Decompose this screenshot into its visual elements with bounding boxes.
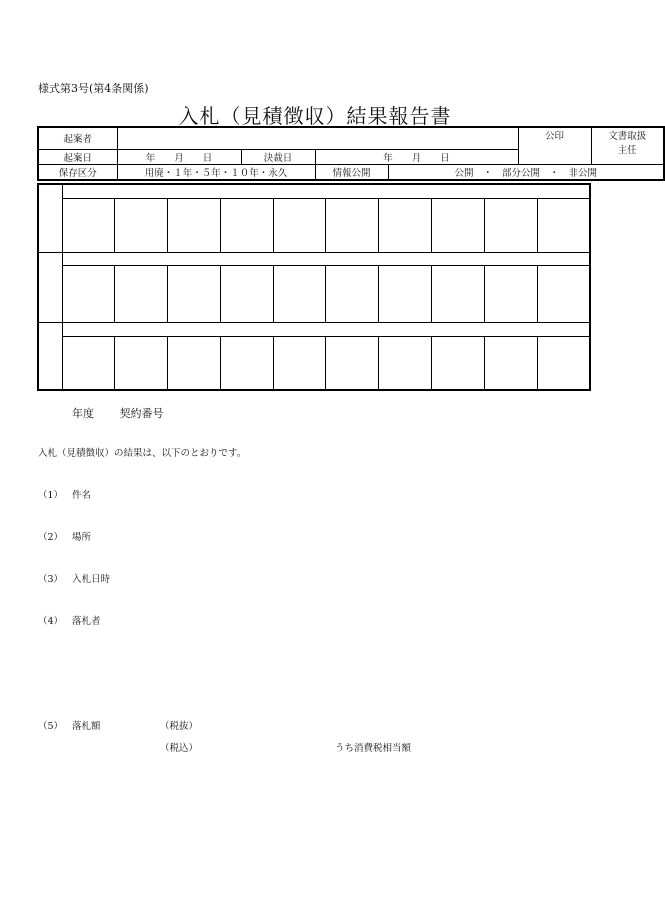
- approval-header-table: [37, 126, 665, 181]
- stamp-cell[interactable]: [168, 198, 221, 252]
- stamp-cell[interactable]: [484, 336, 537, 390]
- retention-options[interactable]: 用廃・１年・５年・１０年・永久: [117, 164, 315, 180]
- grid-row-label-1: [38, 184, 62, 252]
- stamp-cell[interactable]: [432, 198, 485, 252]
- stamp-cell[interactable]: [537, 198, 590, 252]
- stamp-cell[interactable]: [379, 198, 432, 252]
- draft-date-label: 起案日: [38, 149, 117, 164]
- item-number: （4）: [38, 616, 64, 627]
- stamp-cell[interactable]: [432, 265, 485, 322]
- stamp-cell[interactable]: [115, 198, 168, 252]
- tax-excluded-label: （税抜）: [160, 721, 199, 732]
- stamp-cell[interactable]: [273, 198, 326, 252]
- draft-date-value[interactable]: 年 月 日: [117, 149, 241, 164]
- form-number: 様式第3号(第4条関係): [38, 82, 149, 95]
- item-number: （3）: [38, 574, 64, 585]
- document-handler-cell: [591, 127, 664, 164]
- stamp-cell[interactable]: [537, 336, 590, 390]
- stamp-cell[interactable]: [220, 198, 273, 252]
- decision-date-label: 決裁日: [241, 149, 315, 164]
- stamp-cell[interactable]: [537, 265, 590, 322]
- grid-subheader-2: [62, 252, 590, 265]
- year-label: 年度: [72, 407, 94, 420]
- stamp-cell[interactable]: [62, 336, 115, 390]
- stamp-cell[interactable]: [220, 336, 273, 390]
- grid-row-label-3: [38, 322, 62, 390]
- disclosure-label: 情報公開: [315, 164, 388, 180]
- stamp-cell[interactable]: [379, 265, 432, 322]
- stamp-cell[interactable]: [168, 336, 221, 390]
- item-number: （2）: [38, 532, 64, 543]
- stamp-cell[interactable]: [326, 198, 379, 252]
- stamp-cell[interactable]: [273, 336, 326, 390]
- seal-label: 公印: [518, 127, 591, 164]
- item-label: 件名: [72, 490, 92, 501]
- intro-text: 入札（見積徴収）の結果は、以下のとおりです。: [38, 448, 247, 459]
- drafter-value[interactable]: [117, 127, 518, 149]
- grid-subheader-3: [62, 322, 590, 336]
- stamp-cell[interactable]: [62, 198, 115, 252]
- drafter-label: 起案者: [38, 127, 117, 149]
- stamp-cell[interactable]: [62, 265, 115, 322]
- item-bid-datetime: [38, 571, 110, 585]
- item-label: 場所: [72, 532, 92, 543]
- stamp-cell[interactable]: [220, 265, 273, 322]
- consumption-tax-label: うち消費税相当額: [335, 743, 412, 754]
- grid-row-label-2: [38, 252, 62, 322]
- item-subject: [38, 487, 91, 501]
- stamp-cell[interactable]: [484, 265, 537, 322]
- chief-label: 主任: [617, 145, 637, 156]
- item-location: [38, 529, 91, 543]
- stamp-cell[interactable]: [168, 265, 221, 322]
- item-number: （5）: [38, 721, 64, 732]
- stamp-grid: [37, 183, 591, 391]
- item-label: 入札日時: [72, 574, 111, 585]
- disclosure-options[interactable]: 公開 ・ 部分公開 ・ 非公開: [388, 164, 664, 180]
- stamp-cell[interactable]: [115, 336, 168, 390]
- contract-number-label: 契約番号: [119, 407, 164, 420]
- decision-date-value[interactable]: 年 月 日: [315, 149, 518, 164]
- grid-subheader-1: [62, 184, 590, 198]
- stamp-cell[interactable]: [326, 336, 379, 390]
- year-contract-line: [72, 405, 164, 421]
- item-winning-bidder: [38, 613, 101, 627]
- item-winning-amount: [38, 718, 101, 732]
- document-handler-label: 文書取扱: [608, 131, 647, 142]
- stamp-cell[interactable]: [379, 336, 432, 390]
- stamp-cell[interactable]: [326, 265, 379, 322]
- stamp-cell[interactable]: [432, 336, 485, 390]
- item-label: 落札者: [72, 616, 101, 627]
- page-title: 入札（見積徴収）結果報告書: [178, 104, 452, 128]
- item-label: 落札額: [72, 721, 101, 732]
- stamp-cell[interactable]: [273, 265, 326, 322]
- stamp-cell[interactable]: [484, 198, 537, 252]
- tax-included-label: （税込）: [160, 743, 199, 754]
- stamp-cell[interactable]: [115, 265, 168, 322]
- retention-label: 保存区分: [38, 164, 117, 180]
- item-number: （1）: [38, 490, 64, 501]
